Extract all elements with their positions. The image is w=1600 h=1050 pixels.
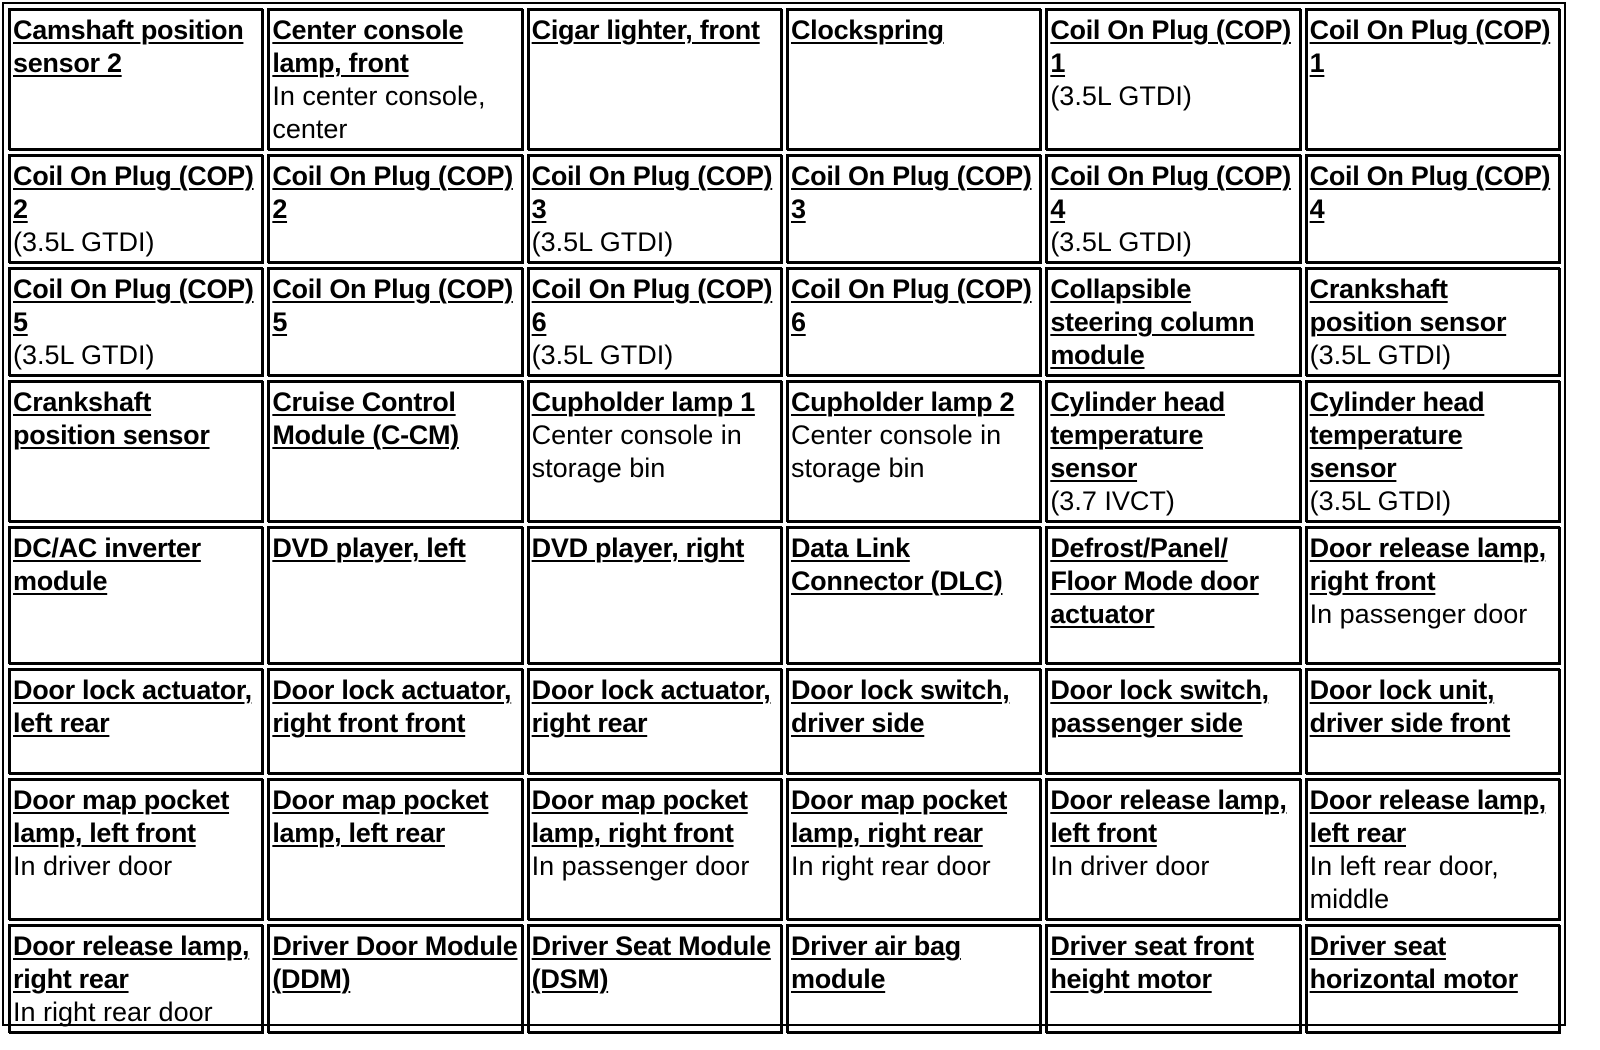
component-link[interactable]: DVD player, left [272, 533, 466, 563]
table-row [8, 778, 1560, 920]
component-link[interactable]: Door release lamp, left front [1050, 785, 1287, 848]
table-cell [8, 526, 263, 664]
table-row [8, 267, 1560, 376]
table-cell [1305, 154, 1560, 263]
component-link[interactable]: Door release lamp, left rear [1309, 785, 1546, 848]
table-cell [267, 380, 522, 522]
table-cell [1045, 668, 1300, 774]
component-link[interactable]: Cylinder head temperature sensor [1309, 387, 1485, 483]
table-row [8, 924, 1560, 1033]
table-cell [527, 526, 782, 664]
component-link[interactable]: Door map pocket lamp, right front [531, 785, 748, 848]
table-cell [1045, 924, 1300, 1033]
component-link[interactable]: Cupholder lamp 1 [531, 387, 755, 417]
table-row [8, 8, 1560, 150]
table-cell [8, 668, 263, 774]
component-link[interactable]: Door lock unit, driver side front [1309, 675, 1511, 738]
component-link[interactable]: Coil On Plug (COP) 6 [790, 274, 1032, 337]
table-cell [527, 380, 782, 522]
table-cell [786, 526, 1041, 664]
component-link[interactable]: Coil On Plug (COP) 3 [531, 161, 773, 224]
component-link[interactable]: Driver seat horizontal motor [1309, 931, 1518, 994]
component-link[interactable]: Door release lamp, right front [1309, 533, 1546, 596]
table-cell [8, 154, 263, 263]
table-row [8, 154, 1560, 263]
table-cell [1305, 267, 1560, 376]
table-cell [527, 778, 782, 920]
component-link[interactable]: Center console lamp, front [272, 15, 464, 78]
table-cell [527, 924, 782, 1033]
component-link[interactable]: Camshaft position sensor 2 [13, 15, 244, 78]
component-link[interactable]: Coil On Plug (COP) 6 [531, 274, 773, 337]
component-link[interactable]: Door lock switch, driver side [790, 675, 1010, 738]
table-cell [1045, 526, 1300, 664]
component-link[interactable]: Driver seat front height motor [1050, 931, 1254, 994]
component-location-table [4, 4, 1564, 1037]
component-location-note: (3.5L GTDI) [531, 340, 674, 370]
table-cell [267, 924, 522, 1033]
component-link[interactable]: Clockspring [790, 15, 944, 45]
component-location-note: In driver door [1050, 851, 1210, 881]
component-location-note: (3.5L GTDI) [1050, 81, 1192, 111]
table-cell [786, 8, 1041, 150]
component-location-note: (3.5L GTDI) [13, 340, 155, 370]
component-link[interactable]: Cylinder head temperature sensor [1050, 387, 1225, 483]
table-cell [1045, 778, 1300, 920]
table-cell [1305, 526, 1560, 664]
table-cell [1045, 154, 1300, 263]
table-cell [786, 267, 1041, 376]
component-location-note: In center console, center [272, 81, 486, 144]
table-cell [1305, 8, 1560, 150]
component-link[interactable]: Driver air bag module [790, 931, 961, 994]
table-cell [786, 924, 1041, 1033]
component-link[interactable]: Coil On Plug (COP) 2 [13, 161, 254, 224]
table-cell [8, 924, 263, 1033]
component-link[interactable]: Door map pocket lamp, left rear [272, 785, 489, 848]
table-cell [8, 380, 263, 522]
table-cell [786, 154, 1041, 263]
table-cell [786, 668, 1041, 774]
component-link[interactable]: Defrost/Panel/ Floor Mode door actuator [1050, 533, 1259, 629]
component-location-note: In right rear door [790, 851, 991, 881]
component-link[interactable]: Coil On Plug (COP) 3 [790, 161, 1032, 224]
component-link[interactable]: Coil On Plug (COP) 5 [13, 274, 254, 337]
component-link[interactable]: Data Link Connector (DLC) [790, 533, 1003, 596]
table-cell [527, 267, 782, 376]
table-cell [527, 154, 782, 263]
component-location-note: In left rear door, middle [1309, 851, 1499, 914]
table-cell [786, 778, 1041, 920]
table-cell [1305, 380, 1560, 522]
component-link[interactable]: Coil On Plug (COP) 4 [1309, 161, 1551, 224]
component-link[interactable]: Cupholder lamp 2 [790, 387, 1015, 417]
table-cell [267, 778, 522, 920]
component-link[interactable]: Door lock switch, passenger side [1050, 675, 1269, 738]
component-link[interactable]: Crankshaft position sensor [1309, 274, 1507, 337]
table-cell [1045, 267, 1300, 376]
table-cell [1045, 380, 1300, 522]
table-cell [527, 668, 782, 774]
table-cell [8, 267, 263, 376]
component-location-note: (3.5L GTDI) [1309, 486, 1452, 516]
table-body [8, 8, 1560, 1033]
table-cell [786, 380, 1041, 522]
table-cell [1305, 778, 1560, 920]
component-link[interactable]: Door lock actuator, left rear [13, 675, 252, 738]
component-location-note: In passenger door [531, 851, 750, 881]
component-location-note: Center console in storage bin [531, 420, 742, 483]
component-link[interactable]: Cigar lighter, front [531, 15, 760, 45]
table-row [8, 526, 1560, 664]
component-link[interactable]: DC/AC inverter module [13, 533, 201, 596]
table-cell [1045, 8, 1300, 150]
component-link[interactable]: Driver Seat Module (DSM) [531, 931, 771, 994]
table-row [8, 668, 1560, 774]
component-location-note: (3.5L GTDI) [1050, 227, 1192, 257]
component-link[interactable]: DVD player, right [531, 533, 745, 563]
component-link[interactable]: Coil On Plug (COP) 1 [1050, 15, 1291, 78]
component-link[interactable]: Door lock actuator, right rear [531, 675, 771, 738]
table-cell [267, 154, 522, 263]
table-cell [267, 267, 522, 376]
table-cell [267, 668, 522, 774]
component-location-note: (3.5L GTDI) [531, 227, 674, 257]
component-location-note: In driver door [13, 851, 173, 881]
table-cell [8, 778, 263, 920]
table-row [8, 380, 1560, 522]
component-link[interactable]: Coil On Plug (COP) 5 [272, 274, 513, 337]
component-link[interactable]: Crankshaft position sensor [13, 387, 210, 450]
component-link[interactable]: Door lock actuator, right front front [272, 675, 512, 738]
component-link[interactable]: Collapsible steering column module [1050, 274, 1255, 370]
component-link[interactable]: Coil On Plug (COP) 4 [1050, 161, 1291, 224]
component-link[interactable]: Coil On Plug (COP) 2 [272, 161, 513, 224]
component-location-note: In right rear door [13, 997, 213, 1027]
component-location-note: (3.5L GTDI) [13, 227, 155, 257]
component-location-note: Center console in storage bin [790, 420, 1002, 483]
table-cell [267, 526, 522, 664]
table-cell [527, 8, 782, 150]
component-link[interactable]: Door map pocket lamp, right rear [790, 785, 1008, 848]
component-location-table-frame [2, 2, 1566, 1026]
table-cell [1305, 924, 1560, 1033]
table-cell [1305, 668, 1560, 774]
component-link[interactable]: Cruise Control Module (C-CM) [272, 387, 459, 450]
component-link[interactable]: Coil On Plug (COP) 1 [1309, 15, 1551, 78]
component-location-note: (3.7 IVCT) [1050, 486, 1175, 516]
table-cell [267, 8, 522, 150]
component-link[interactable]: Door map pocket lamp, left front [13, 785, 230, 848]
component-location-note: In passenger door [1309, 599, 1528, 629]
component-link[interactable]: Door release lamp, right rear [13, 931, 250, 994]
table-cell [8, 8, 263, 150]
component-location-note: (3.5L GTDI) [1309, 340, 1452, 370]
component-link[interactable]: Driver Door Module (DDM) [272, 931, 518, 994]
